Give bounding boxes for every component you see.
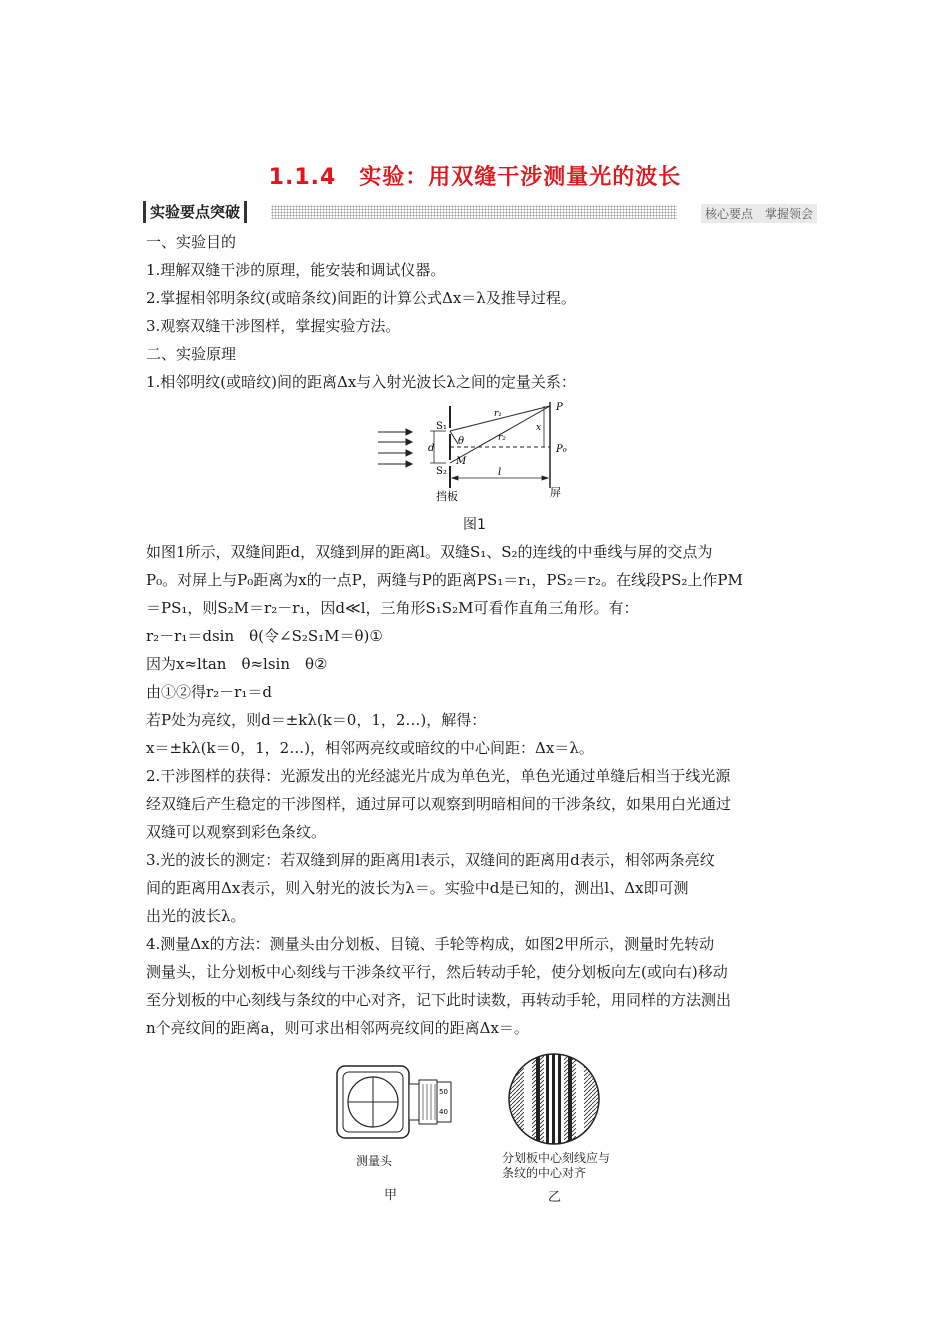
label-m: M [456, 456, 467, 467]
reticle-label-line-1: 分划板中心刻线应与 [502, 1151, 611, 1165]
text-block-principle [146, 538, 818, 1042]
reticle-label-line-2: 条纹的中心对齐 [502, 1166, 587, 1180]
figure1-caption: 图1 [463, 517, 486, 533]
measuring-head-label: 测量头 [356, 1154, 393, 1168]
label-d: d [428, 443, 435, 454]
text-line: P₀。对屏上与P₀距离为x的一点P，两缝与P的距离PS₁＝r₁，PS₂＝r₂。在线段PS₂上作PM [146, 571, 743, 589]
section-label: 实验要点突破 [143, 201, 247, 223]
double-slit-diagram [372, 398, 582, 508]
label-x: x [536, 423, 542, 433]
text-line: 4.测量Δx的方法：测量头由分划板、目镜、手轮等构成，如图2甲所示，测量时先转动 [146, 935, 715, 953]
text-line: ＝PS₁，则S₂M＝r₂－r₁，因d≪l，三角形S₁S₂M可看作直角三角形。有： [146, 599, 639, 617]
text-line: 3.观察双缝干涉图样，掌握实验方法。 [146, 317, 401, 335]
label-p0: P₀ [556, 444, 567, 455]
text-line: 1.理解双缝干涉的原理，能安装和调试仪器。 [146, 261, 446, 279]
reticle-label [502, 1151, 610, 1181]
section-right-tag: 核心要点 掌握领会 [701, 204, 817, 223]
text-line: 2.掌握相邻明条纹(或暗条纹)间距的计算公式Δx＝λ及推导过程。 [146, 289, 576, 307]
scale-top-value: 50 [439, 1088, 448, 1096]
text-line: 1.相邻明纹(或暗纹)间的距离Δx与入射光波长λ之间的定量关系： [146, 373, 576, 391]
scale-bottom-value: 40 [439, 1108, 448, 1116]
text-line: 一、实验目的 [146, 233, 237, 251]
text-line: x＝±kλ(k＝0，1，2…)，相邻两亮纹或暗纹的中心间距：Δx＝λ。 [146, 739, 594, 757]
text-line: r₂－r₁＝dsin θ(令∠S₂S₁M＝θ)① [146, 627, 383, 645]
label-theta: θ [458, 436, 465, 447]
measuring-head-diagram [335, 1062, 455, 1142]
text-line: 3.光的波长的测定：若双缝到屏的距离用l表示，双缝间的距离用d表示，相邻两条亮纹 [146, 851, 715, 869]
text-line: 双缝可以观察到彩色条纹。 [146, 823, 327, 841]
text-line: 2.干涉图样的获得：光源发出的光经滤光片成为单色光，单色光通过单缝后相当于线光源 [146, 767, 731, 785]
text-line: 因为x≈ltan θ≈lsin θ② [146, 655, 328, 673]
label-p: P [556, 402, 563, 413]
text-line: n个亮纹间的距离a，则可求出相邻两亮纹间的距离Δx＝。 [146, 1019, 529, 1037]
text-line: 出光的波长λ。 [146, 907, 246, 925]
label-l: l [498, 467, 502, 478]
text-line: 如图1所示，双缝间距d，双缝到屏的距离l。双缝S₁、S₂的连线的中垂线与屏的交点为 [146, 543, 713, 561]
text-block-intro [146, 228, 818, 396]
label-s2: S₂ [436, 466, 447, 477]
figure2-tag-jia: 甲 [384, 1188, 398, 1203]
label-r2: r₂ [498, 433, 506, 443]
text-line: 由①②得r₂－r₁＝d [146, 683, 272, 701]
incident-light-arrows [378, 429, 412, 467]
page-title: 1.1.4 实验：用双缝干涉测量光的波长 [268, 165, 682, 190]
text-line: 间的距离用Δx表示，则入射光的波长为λ＝。实验中d是已知的，测出l、Δx即可测 [146, 879, 689, 897]
label-screen: 屏 [550, 486, 561, 499]
text-line: 至分划板的中心刻线与条纹的中心对齐，记下此时读数，再转动手轮，用同样的方法测出 [146, 991, 732, 1009]
label-baffle: 挡板 [436, 490, 458, 503]
section-header-bar [143, 201, 817, 225]
section-dotted-rule [271, 205, 677, 219]
label-s1: S₁ [436, 421, 447, 432]
text-line: 若P处为亮纹，则d＝±kλ(k＝0，1，2…)，解得： [146, 711, 487, 729]
text-line: 经双缝后产生稳定的干涉图样，通过屏可以观察到明暗相间的干涉条纹，如果用白光通过 [146, 795, 732, 813]
reticle-fringe-diagram [500, 1052, 610, 1148]
text-line: 测量头，让分划板中心刻线与干涉条纹平行，然后转动手轮，使分划板向左(或向右)移动 [146, 963, 728, 981]
text-line: 二、实验原理 [146, 345, 237, 363]
label-r1: r₁ [494, 409, 502, 419]
figure2-tag-yi: 乙 [548, 1190, 562, 1205]
